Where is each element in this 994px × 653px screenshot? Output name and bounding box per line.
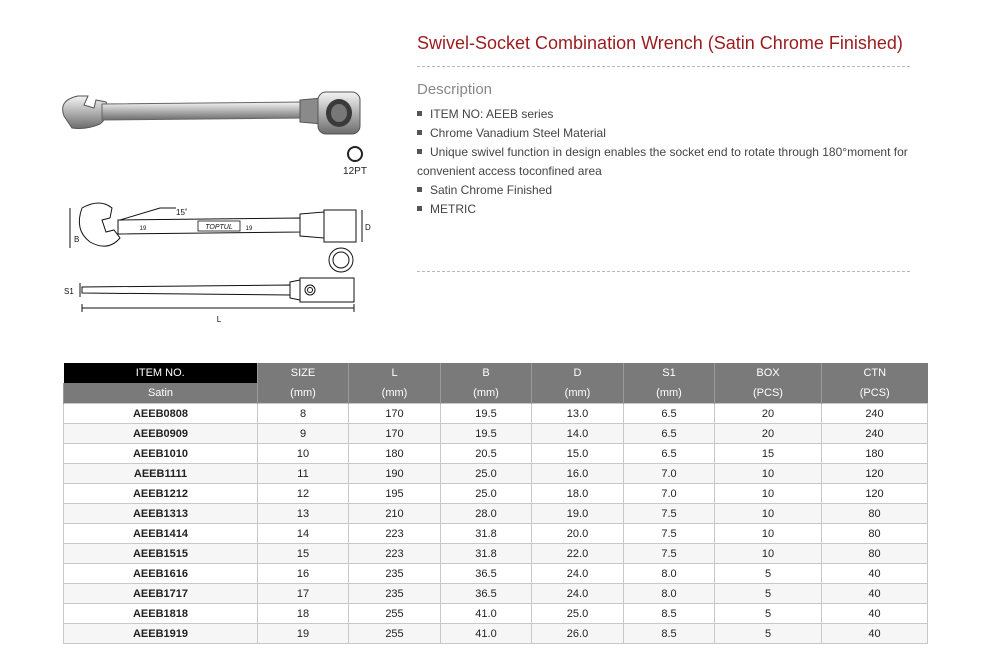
header-b-unit: (mm)	[441, 383, 532, 404]
cell-l: 223	[349, 544, 441, 564]
angle-label: 15˚	[176, 208, 188, 217]
header-s1-unit: (mm)	[624, 383, 715, 404]
cell-size: 9	[258, 424, 349, 444]
table-row	[64, 604, 928, 624]
cell-l: 210	[349, 504, 441, 524]
cell-item-no: AEEB1313	[64, 504, 258, 524]
cell-item-no: AEEB1818	[64, 604, 258, 624]
cell-item-no: AEEB1616	[64, 564, 258, 584]
cell-ctn: 80	[822, 504, 928, 524]
cell-s1: 8.0	[624, 584, 715, 604]
cell-d: 24.0	[532, 564, 624, 584]
cell-l: 235	[349, 564, 441, 584]
table-row	[64, 484, 928, 504]
title-divider	[417, 66, 910, 67]
dimension-l-label: L	[216, 315, 222, 324]
cell-box: 10	[715, 544, 822, 564]
product-image	[50, 80, 390, 330]
description-item-text: ITEM NO: AEEB series	[430, 107, 554, 121]
table-row	[64, 504, 928, 524]
bullet-icon	[417, 111, 422, 116]
cell-b: 36.5	[441, 584, 532, 604]
cell-item-no: AEEB0909	[64, 424, 258, 444]
header-ctn-unit: (PCS)	[822, 383, 928, 404]
bullet-icon	[417, 187, 422, 192]
description-item	[417, 181, 910, 200]
page-title: Swivel-Socket Combination Wrench (Satin Chrome Finished)	[417, 33, 903, 53]
table-row	[64, 544, 928, 564]
wrench-photo	[63, 92, 360, 134]
cell-ctn: 240	[822, 424, 928, 444]
header-l-unit: (mm)	[349, 383, 441, 404]
header-item-no: ITEM NO.	[64, 363, 258, 383]
cell-b: 31.8	[441, 524, 532, 544]
header-size: SIZE	[258, 363, 349, 383]
cell-l: 180	[349, 444, 441, 464]
cell-s1: 7.0	[624, 464, 715, 484]
cell-s1: 6.5	[624, 424, 715, 444]
cell-item-no: AEEB1717	[64, 584, 258, 604]
table-row	[64, 584, 928, 604]
spec-table-body	[64, 404, 928, 644]
cell-d: 18.0	[532, 484, 624, 504]
cell-b: 19.5	[441, 404, 532, 424]
right-size-label: 19	[245, 226, 253, 232]
cell-d: 15.0	[532, 444, 624, 464]
description-item-text: Chrome Vanadium Steel Material	[430, 126, 606, 140]
cell-item-no: AEEB1515	[64, 544, 258, 564]
cell-b: 28.0	[441, 504, 532, 524]
cell-box: 5	[715, 604, 822, 624]
description-item-text: Unique swivel function in design enables the socket end to rotate through 180°moment for convenient access toconfined area	[417, 145, 908, 178]
cell-box: 20	[715, 404, 822, 424]
header-row-bottom	[64, 383, 928, 404]
cell-d: 24.0	[532, 584, 624, 604]
cell-s1: 7.5	[624, 504, 715, 524]
cell-size: 19	[258, 624, 349, 644]
cell-l: 255	[349, 604, 441, 624]
cell-l: 235	[349, 584, 441, 604]
bullet-icon	[417, 130, 422, 135]
cell-size: 10	[258, 444, 349, 464]
cell-d: 26.0	[532, 624, 624, 644]
dimension-d-label: D	[365, 223, 371, 232]
cell-ctn: 40	[822, 564, 928, 584]
cell-s1: 8.5	[624, 604, 715, 624]
cell-box: 10	[715, 524, 822, 544]
cell-size: 8	[258, 404, 349, 424]
cell-s1: 6.5	[624, 404, 715, 424]
header-ctn: CTN	[822, 363, 928, 383]
twelve-point-icon	[348, 147, 362, 161]
cell-box: 15	[715, 444, 822, 464]
description-item	[417, 124, 910, 143]
table-row	[64, 564, 928, 584]
cell-b: 20.5	[441, 444, 532, 464]
cell-size: 11	[258, 464, 349, 484]
cell-ctn: 40	[822, 604, 928, 624]
twelve-point-label: 12PT	[343, 166, 367, 177]
cell-l: 170	[349, 424, 441, 444]
left-size-label: 19	[139, 226, 147, 232]
description-list	[417, 105, 910, 219]
cell-ctn: 240	[822, 404, 928, 424]
cell-l: 170	[349, 404, 441, 424]
cell-size: 12	[258, 484, 349, 504]
cell-item-no: AEEB1010	[64, 444, 258, 464]
cell-box: 10	[715, 484, 822, 504]
dimension-s1-label: S1	[64, 287, 74, 296]
bullet-icon	[417, 206, 422, 211]
header-l: L	[349, 363, 441, 383]
cell-ctn: 40	[822, 584, 928, 604]
cell-ctn: 40	[822, 624, 928, 644]
cell-size: 16	[258, 564, 349, 584]
side-view-drawing	[80, 278, 354, 312]
cell-item-no: AEEB1212	[64, 484, 258, 504]
cell-s1: 7.5	[624, 524, 715, 544]
cell-s1: 7.5	[624, 544, 715, 564]
cell-d: 13.0	[532, 404, 624, 424]
cell-item-no: AEEB1111	[64, 464, 258, 484]
table-row	[64, 404, 928, 424]
cell-d: 22.0	[532, 544, 624, 564]
cell-box: 5	[715, 624, 822, 644]
cell-d: 25.0	[532, 604, 624, 624]
header-d-unit: (mm)	[532, 383, 624, 404]
cell-size: 14	[258, 524, 349, 544]
header-box-unit: (PCS)	[715, 383, 822, 404]
description-heading: Description	[417, 81, 493, 98]
header-s1: S1	[624, 363, 715, 383]
cell-d: 16.0	[532, 464, 624, 484]
header-row-top	[64, 363, 928, 383]
cell-ctn: 80	[822, 544, 928, 564]
spec-table	[63, 363, 928, 644]
cell-d: 19.0	[532, 504, 624, 524]
product-info	[417, 30, 910, 272]
cell-b: 31.8	[441, 544, 532, 564]
cell-b: 41.0	[441, 604, 532, 624]
description-item	[417, 200, 910, 219]
cell-size: 15	[258, 544, 349, 564]
table-row	[64, 624, 928, 644]
cell-ctn: 80	[822, 524, 928, 544]
cell-box: 20	[715, 424, 822, 444]
wrench-illustration	[50, 80, 390, 330]
cell-box: 5	[715, 584, 822, 604]
cell-item-no: AEEB0808	[64, 404, 258, 424]
brand-label: TOPTUL	[205, 224, 233, 231]
description-item	[417, 105, 910, 124]
spec-table-header	[64, 363, 928, 404]
table-row	[64, 424, 928, 444]
cell-d: 20.0	[532, 524, 624, 544]
top-view-drawing	[70, 203, 362, 272]
cell-s1: 6.5	[624, 444, 715, 464]
cell-box: 10	[715, 504, 822, 524]
description-item-text: Satin Chrome Finished	[430, 183, 553, 197]
table-row	[64, 444, 928, 464]
table-row	[64, 524, 928, 544]
cell-ctn: 180	[822, 444, 928, 464]
cell-l: 255	[349, 624, 441, 644]
cell-ctn: 120	[822, 464, 928, 484]
cell-b: 41.0	[441, 624, 532, 644]
table-row	[64, 464, 928, 484]
cell-l: 190	[349, 464, 441, 484]
cell-s1: 7.0	[624, 484, 715, 504]
cell-size: 17	[258, 584, 349, 604]
cell-b: 25.0	[441, 464, 532, 484]
cell-size: 18	[258, 604, 349, 624]
cell-b: 36.5	[441, 564, 532, 584]
header-finish: Satin	[64, 383, 258, 404]
cell-b: 19.5	[441, 424, 532, 444]
bullet-icon	[417, 149, 422, 154]
cell-l: 195	[349, 484, 441, 504]
description-item	[417, 143, 910, 181]
cell-b: 25.0	[441, 484, 532, 504]
cell-size: 13	[258, 504, 349, 524]
cell-s1: 8.5	[624, 624, 715, 644]
header-box: BOX	[715, 363, 822, 383]
dimension-b-label: B	[74, 235, 80, 244]
header-d: D	[532, 363, 624, 383]
cell-d: 14.0	[532, 424, 624, 444]
cell-l: 223	[349, 524, 441, 544]
cell-box: 5	[715, 564, 822, 584]
cell-s1: 8.0	[624, 564, 715, 584]
cell-item-no: AEEB1919	[64, 624, 258, 644]
cell-ctn: 120	[822, 484, 928, 504]
cell-item-no: AEEB1414	[64, 524, 258, 544]
description-item-text: METRIC	[430, 202, 476, 216]
cell-box: 10	[715, 464, 822, 484]
header-b: B	[441, 363, 532, 383]
description-divider	[417, 271, 910, 272]
header-size-unit: (mm)	[258, 383, 349, 404]
